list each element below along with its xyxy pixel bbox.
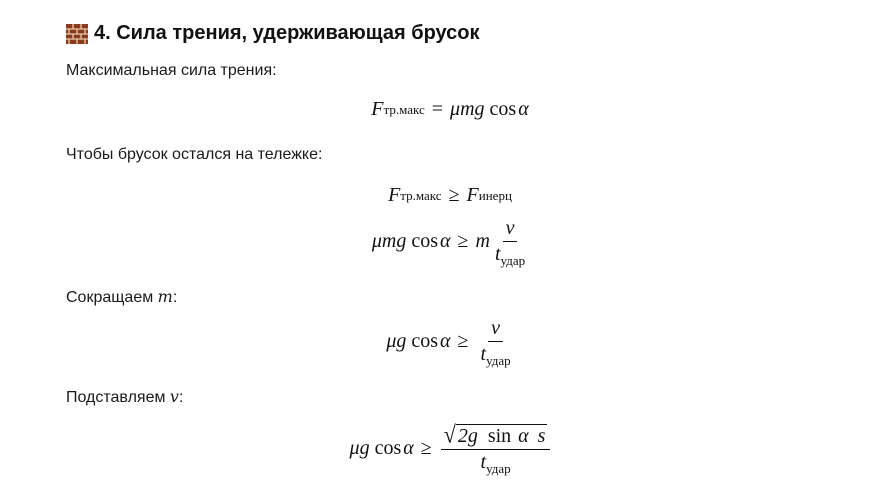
formula-angle: α <box>518 425 529 447</box>
section-title: 4. Сила трения, удерживающая брусок <box>94 22 480 44</box>
formula-relation: ≥ <box>420 437 432 459</box>
fraction-numerator: v <box>505 217 515 239</box>
formula-symbol: F <box>466 184 479 206</box>
paragraph-max-friction: Максимальная сила трения: <box>66 62 277 79</box>
fraction-denominator: t <box>494 243 501 265</box>
paragraph-condition: Чтобы брусок остался на тележке: <box>66 146 323 163</box>
formula-fraction <box>478 317 514 368</box>
radical-sign: √ <box>443 420 456 449</box>
formula-symbol: F <box>371 98 384 120</box>
formula-relation: ≥ <box>457 230 469 252</box>
fraction-denominator: t <box>480 343 487 365</box>
radicand-term: 2g <box>457 425 478 447</box>
formula-symbol: F <box>388 184 401 206</box>
paragraph-text: Подставляем <box>66 389 166 406</box>
formula-function: cos <box>489 98 517 120</box>
fraction-numerator <box>441 420 551 450</box>
formula-variables: μmg <box>450 98 485 120</box>
fraction-numerator: v <box>491 317 501 339</box>
section-heading <box>66 22 480 45</box>
radicand <box>456 424 548 447</box>
fraction-denominator: t <box>480 451 487 473</box>
formula-variables: μg <box>349 437 370 459</box>
formula-function: cos <box>411 230 439 252</box>
paragraph-text: Сокращаем <box>66 289 154 306</box>
formula-angle: α <box>518 98 529 120</box>
formula-relation: ≥ <box>448 184 460 206</box>
formula-subscript: удар <box>500 253 526 268</box>
formula-inequality-full <box>0 217 878 268</box>
formula-relation: = <box>431 98 444 120</box>
paragraph-substitute-v <box>66 387 183 407</box>
formula-fraction <box>441 420 551 476</box>
paragraph-cancel-mass <box>66 287 177 307</box>
formula-inequality-reduced <box>0 317 878 368</box>
formula-fraction <box>492 217 528 268</box>
paragraph-punct: : <box>178 389 184 406</box>
formula-function: cos <box>374 437 402 459</box>
formula-angle: α <box>440 230 451 252</box>
inline-variable: v <box>169 387 179 406</box>
formula-condition: F тр.макс ≥ F инерц <box>388 184 512 206</box>
formula-subscript: удар <box>486 461 511 476</box>
paragraph-punct: : <box>172 289 178 306</box>
formula-angle: α <box>403 437 414 459</box>
formula-subscript: удар <box>486 353 511 368</box>
square-root <box>443 420 548 449</box>
brick-icon <box>66 24 88 44</box>
formula-variables: μmg <box>371 230 407 252</box>
formula-variables: μg <box>386 330 407 352</box>
formula-max-friction: F тр.макс = μmg cos α <box>371 98 529 120</box>
formula-function: cos <box>411 330 439 352</box>
formula-relation: ≥ <box>457 330 469 352</box>
formula-function: sin <box>487 425 512 447</box>
formula-mass: m <box>475 230 490 252</box>
formula-angle: α <box>440 330 451 352</box>
inline-variable: m <box>157 287 173 306</box>
formula-inequality-substituted <box>0 420 878 476</box>
radicand-term: s <box>537 425 546 447</box>
